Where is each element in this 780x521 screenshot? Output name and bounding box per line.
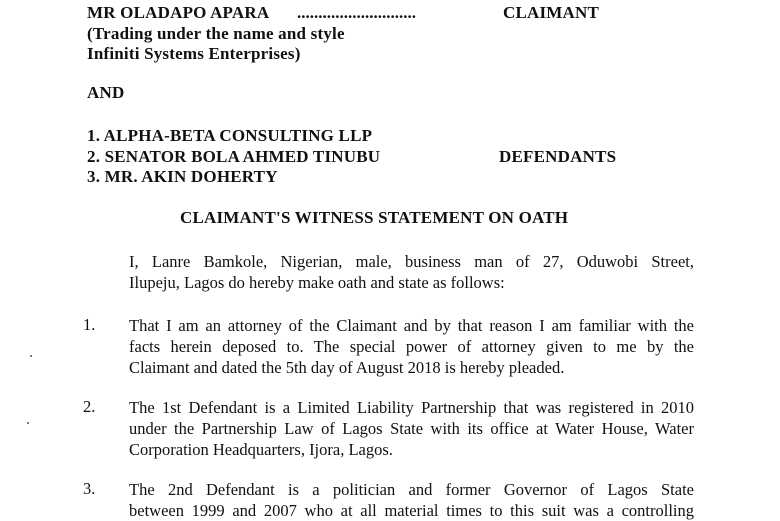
paragraph-2-line-2: under the Partnership Law of Lagos State with its office at Water House, Water <box>129 419 694 438</box>
paragraph-2-line-3: Corporation Headquarters, Ijora, Lagos. <box>129 440 393 459</box>
paragraph-1-line-2: facts herein deposed to. The special power of attorney given to me by the <box>129 337 694 356</box>
paragraph-3-line-1: The 2nd Defendant is a politician and former Governor of Lagos State <box>129 480 694 499</box>
defendants-label: DEFENDANTS <box>499 147 617 166</box>
scan-speck <box>27 422 29 424</box>
trading-line-1: (Trading under the name and style <box>87 24 345 43</box>
intro-paragraph <box>129 251 694 293</box>
claimant-label: CLAIMANT <box>503 3 600 22</box>
paragraph-3-line-2: between 1999 and 2007 who at all material times to this suit was a controlling <box>129 501 694 520</box>
intro-line-1: I, Lanre Bamkole, Nigerian, male, business man of 27, Oduwobi Street, <box>129 252 694 271</box>
scan-speck <box>30 355 32 357</box>
defendant-1: 1. ALPHA-BETA CONSULTING LLP <box>87 126 373 145</box>
claimant-name: MR OLADAPO APARA <box>87 3 270 22</box>
defendant-2: 2. SENATOR BOLA AHMED TINUBU <box>87 147 381 166</box>
paragraph-1-line-3: Claimant and dated the 5th day of August 2018 is hereby pleaded. <box>129 358 565 377</box>
and-separator: AND <box>87 83 125 102</box>
intro-line-2: Ilupeju, Lagos do hereby make oath and state as follows: <box>129 273 505 292</box>
paragraph-3 <box>129 479 694 521</box>
paragraph-2 <box>129 397 694 460</box>
trading-line-2: Infiniti Systems Enterprises) <box>87 44 301 63</box>
paragraph-1 <box>129 315 694 378</box>
dotted-leader: ............................ <box>297 3 416 22</box>
paragraph-number-1: 1. <box>83 315 96 334</box>
document-title: CLAIMANT'S WITNESS STATEMENT ON OATH <box>180 208 569 227</box>
paragraph-1-line-1: That I am an attorney of the Claimant and by that reason I am familiar with the <box>129 316 694 335</box>
paragraph-2-line-1: The 1st Defendant is a Limited Liability Partnership that was registered in 2010 <box>129 398 694 417</box>
paragraph-number-3: 3. <box>83 479 96 498</box>
paragraph-number-2: 2. <box>83 397 96 416</box>
defendant-3: 3. MR. AKIN DOHERTY <box>87 167 278 186</box>
